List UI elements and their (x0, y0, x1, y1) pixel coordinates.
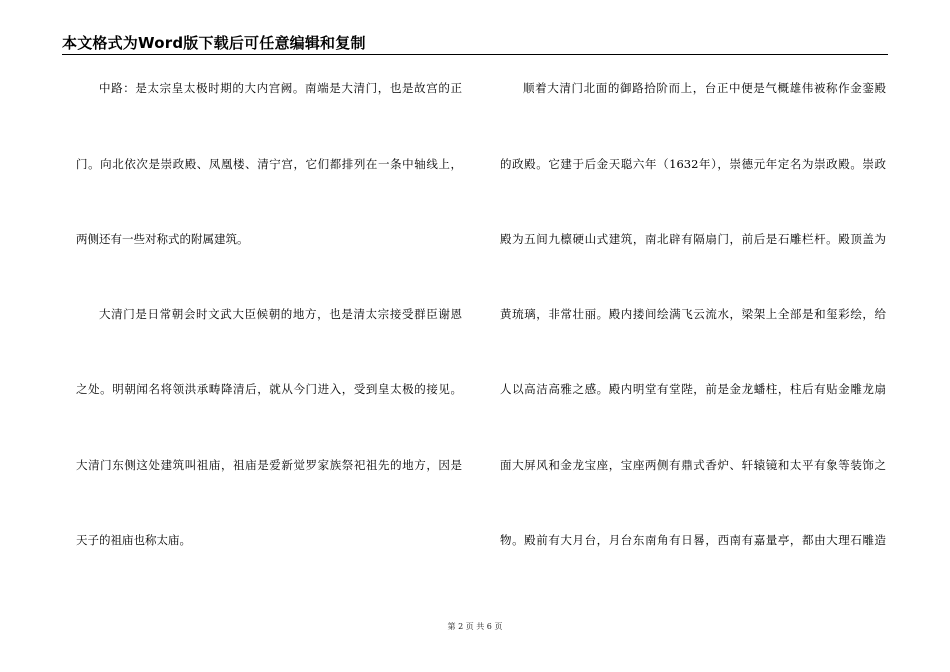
text-line: 之处。明朝闻名将领洪承畴降清后，就从今门进入，受到皇太极的接见。 (76, 382, 462, 396)
document-header (62, 34, 888, 55)
text-line: 门。向北依次是崇政殿、凤凰楼、清宁宫，它们都排列在一条中轴线上， (76, 157, 462, 171)
page-number: 第 2 页 共 6 页 (447, 622, 503, 631)
text-line: 天子的祖庙也称太庙。 (76, 533, 191, 547)
text-line: 人以高洁高雅之感。殿内明堂有堂陛，前是金龙蟠柱，柱后有贴金雕龙扇 (500, 382, 886, 396)
text-line: 顺着大清门北面的御路拾阶而上，台正中便是气概雄伟被称作金銮殿 (523, 81, 886, 95)
text-line: 大清门是日常朝会时文武大臣候朝的地方，也是清太宗接受群臣谢恩 (99, 307, 462, 321)
text-line: 大清门东侧这处建筑叫祖庙，祖庙是爱新觉罗家族祭祀祖先的地方，因是 (76, 458, 462, 472)
text-line: 物。殿前有大月台，月台东南角有日晷，西南有嘉量亭，都由大理石雕造 (500, 533, 886, 547)
text-line: 中路：是太宗皇太极时期的大内宫阙。南端是大清门，也是故宫的正 (99, 81, 462, 95)
text-line: 殿为五间九檩硬山式建筑，南北辟有隔扇门，前后是石雕栏杆。殿顶盖为 (500, 232, 886, 246)
text-line: 黄琉璃，非常壮丽。殿内搂间绘满飞云流水，梁架上全部是和玺彩绘，给 (500, 307, 886, 321)
text-line: 的政殿。它建于后金天聪六年（1632年），崇德元年定名为崇政殿。崇政 (500, 157, 886, 171)
text-line: 面大屏风和金龙宝座，宝座两侧有鼎式香炉、轩辕镜和太平有象等装饰之 (500, 458, 886, 472)
text-line: 两侧还有一些对称式的附属建筑。 (76, 232, 249, 246)
header-title: 本文格式为Word版下载后可任意编辑和复制 (62, 34, 366, 52)
